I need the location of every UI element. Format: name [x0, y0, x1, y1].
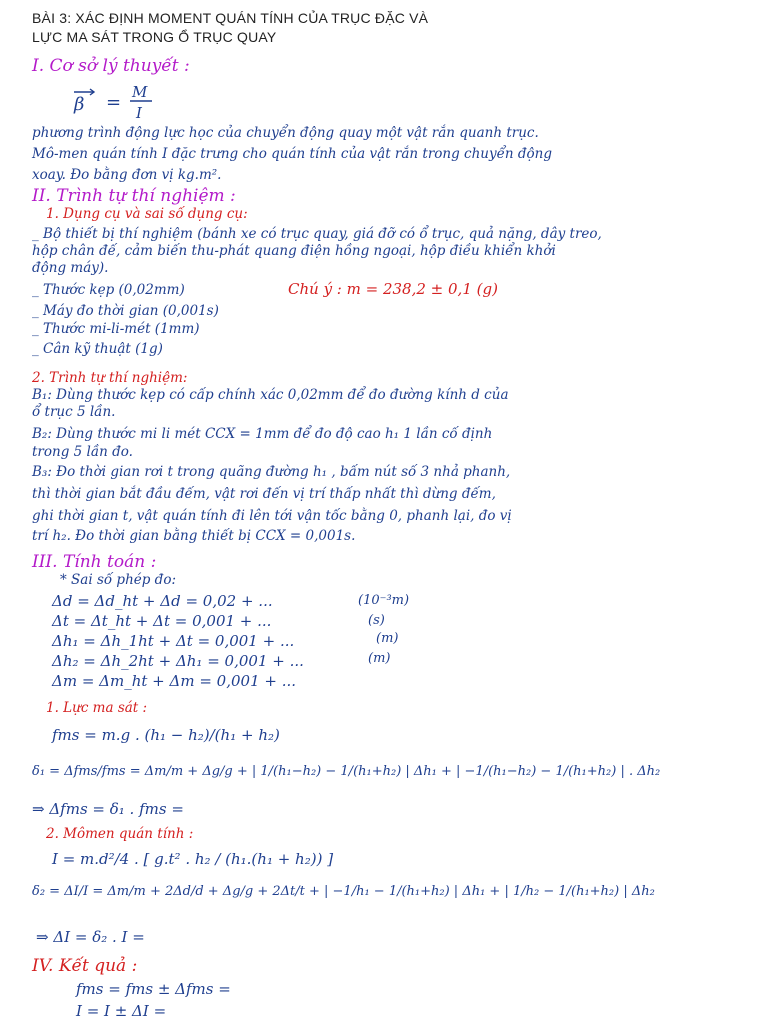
steps-subtitle: 2. Trình tự thí nghiệm: [32, 370, 188, 386]
section-result-title: IV. Kết quả : [32, 956, 138, 976]
tool-ruler: _ Thước mi-li-mét (1mm) [32, 321, 200, 337]
tool-scale: _ Cân kỹ thuật (1g) [32, 341, 163, 357]
step-2-line-2: trong 5 lần đo. [32, 444, 133, 460]
friction-relative-error: δ₁ = Δfms/fms = Δm/m + Δg/g + | 1/(h₁−h₂) − 1/(h₁+h₂) | Δh₁ + | −1/(h₁−h₂) − 1/(h₁+h₂) | . Δh₂ [32, 764, 661, 779]
tool-calipers: _ Thước kẹp (0,02mm) [32, 282, 185, 298]
friction-subtitle: 1. Lực ma sát : [46, 700, 148, 716]
step-3-line-2: thì thời gian bắt đầu đếm, vật rơi đến vị trí thấp nhất thì dừng đếm, [32, 486, 496, 502]
result-friction: fms = fms ± Δfms = [76, 980, 231, 998]
error-d: Δd = Δd_ht + Δd = 0,02 + ... [52, 592, 273, 610]
error-t: Δt = Δt_ht + Δt = 0,001 + ... [52, 612, 272, 630]
friction-formula: fms = m.g . (h₁ − h₂)/(h₁ + h₂) [52, 726, 280, 744]
result-inertia: I = I ± ΔI = [76, 1002, 167, 1020]
equipment-subtitle: 1. Dụng cụ và sai số dụng cụ: [46, 206, 248, 222]
error-h2: Δh₂ = Δh_2ht + Δh₁ = 0,001 + ... [52, 652, 304, 670]
section-procedure-title: II. Trình tự thí nghiệm : [32, 186, 236, 206]
theory-line-1: phương trình động lực học của chuyển động quay một vật rắn quanh trục. [32, 125, 539, 141]
error-h1: Δh₁ = Δh_1ht + Δt = 0,001 + ... [52, 632, 295, 650]
svg-text:I: I [136, 104, 142, 122]
error-h2-unit: (m) [368, 651, 391, 666]
friction-absolute-error: ⇒ Δfms = δ₁ . fms = [32, 800, 184, 818]
theory-line-3: xoay. Đo bằng đơn vị kg.m². [32, 167, 222, 183]
equipment-line-1: _ Bộ thiết bị thí nghiệm (bánh xe có trục quay, giá đỡ có ổ trục, quả nặng, dây treo, [32, 226, 602, 242]
step-3-line-4: trí h₂. Đo thời gian bằng thiết bị CCX = 0,001s. [32, 528, 356, 544]
theory-formula [60, 80, 180, 122]
svg-text:=: = [106, 92, 122, 113]
step-3-line-1: B₃: Đo thời gian rơi t trong quãng đường h₁ , bấm nút số 3 nhả phanh, [32, 464, 511, 480]
equipment-line-2: hộp chân đế, cảm biến thu-phát quang điện hồng ngoại, hộp điều khiển khởi [32, 243, 556, 259]
error-m: Δm = Δm_ht + Δm = 0,001 + ... [52, 672, 297, 690]
inertia-formula: I = m.d²/4 . [ g.t² . h₂ / (h₁.(h₁ + h₂)) ] [52, 850, 334, 868]
step-2-line-1: B₂: Dùng thước mi li mét CCX = 1mm để đo độ cao h₁ 1 lần cố định [32, 426, 493, 442]
section-calculation-title: III. Tính toán : [32, 552, 157, 572]
step-1-line-1: B₁: Dùng thước kẹp có cấp chính xác 0,02mm để đo đường kính d của [32, 387, 509, 403]
inertia-subtitle: 2. Mômen quán tính : [46, 826, 194, 842]
mass-note: Chú ý : m = 238,2 ± 0,1 (g) [288, 280, 498, 298]
theory-line-2: Mô-men quán tính I đặc trưng cho quán tính của vật rắn trong chuyển động [32, 146, 553, 162]
errors-subtitle: * Sai số phép đo: [60, 572, 177, 588]
section-theory-title: I. Cơ sở lý thuyết : [32, 56, 190, 76]
error-d-unit: (10⁻³m) [358, 593, 410, 608]
step-3-line-3: ghi thời gian t, vật quán tính đi lên tới vận tốc bằng 0, phanh lại, đo vị [32, 508, 512, 524]
error-t-unit: (s) [368, 613, 385, 628]
inertia-relative-error: δ₂ = ΔI/I = Δm/m + 2Δd/d + Δg/g + 2Δt/t + | −1/h₁ − 1/(h₁+h₂) | Δh₁ + | 1/h₂ − 1/(h₁+h₂) | Δh₂ [32, 884, 655, 899]
header-title-line-1: BÀI 3: XÁC ĐỊNH MOMENT QUÁN TÍNH CỦA TRỤC ĐẶC VÀ [32, 10, 429, 26]
equipment-line-3: động máy). [32, 260, 109, 276]
inertia-absolute-error: ⇒ ΔI = δ₂ . I = [36, 928, 145, 946]
step-1-line-2: ổ trục 5 lần. [32, 404, 116, 420]
svg-text:M: M [132, 83, 148, 101]
tool-timer: _ Máy đo thời gian (0,001s) [32, 303, 219, 319]
error-h1-unit: (m) [376, 631, 399, 646]
header-title-line-2: LỰC MA SÁT TRONG Ổ TRỤC QUAY [32, 29, 277, 45]
svg-text:β: β [74, 94, 85, 115]
